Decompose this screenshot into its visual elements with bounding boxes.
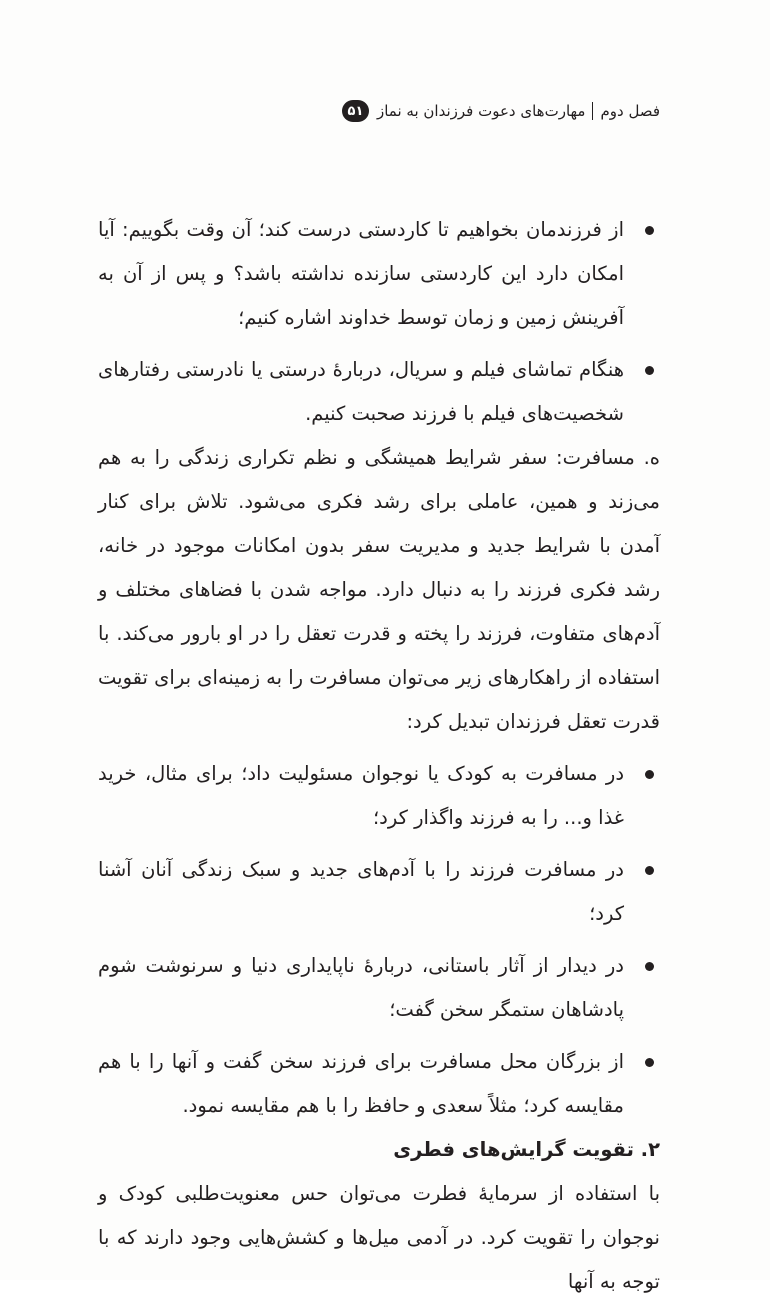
chapter-title: مهارت‌های دعوت فرزندان به نماز <box>376 102 586 120</box>
section-heading: ۲. تقویت گرایش‌های فطری <box>393 1138 660 1161</box>
running-header <box>342 96 660 126</box>
travel-paragraph: ه. مسافرت: سفر شرایط همیشگی و نظم تکراری زندگی را به هم می‌زند و همین، عاملی برای رشد فکری می‌شود. تلاش برای کنار آمدن با شرایط جدید و مدیریت سفر بدون امکانات موجود در خانه، رشد فکری فرزند را به دنبال دارد. مواجه شدن با فضاهای مختلف و آدم‌های متفاوت، فرزند را پخته و قدرت تعقل را در او بارور می‌کند. با استفاده از راهکارهای زیر می‌توان مسافرت را به زمینه‌ای برای تقویت قدرت تعقل فرزندان تبدیل کرد: <box>98 446 660 733</box>
chapter-label: فصل دوم <box>600 102 660 120</box>
page-number: ۵۱ <box>342 100 369 122</box>
bullet-item: از بزرگان محل مسافرت برای فرزند سخن گفت و آنها را با هم مقایسه کرد؛ مثلاً سعدی و حافظ را با هم مقایسه نمود. <box>98 1040 660 1128</box>
bullet-item: از فرزندمان بخواهیم تا کاردستی درست کند؛ آن وقت بگوییم: آیا امکان دارد این کاردستی سازنده نداشته باشد؟ و پس از آن به آفرینش زمین و زمان توسط خداوند اشاره کنیم؛ <box>98 208 660 340</box>
closing-paragraph: با استفاده از سرمایهٔ فطرت می‌توان حس معنویت‌طلبی کودک و نوجوان را تقویت کرد. در آدمی میل‌ها و کشش‌هایی وجود دارند که با توجه به آنها <box>98 1182 660 1293</box>
bullet-item: در مسافرت به کودک یا نوجوان مسئولیت داد؛ برای مثال، خرید غذا و... را به فرزند واگذار کرد؛ <box>98 752 660 840</box>
page-body <box>98 208 660 1304</box>
header-divider <box>592 102 593 120</box>
bullet-item: در دیدار از آثار باستانی، دربارهٔ ناپایداری دنیا و سرنوشت شوم پادشاهان ستمگر سخن گفت؛ <box>98 944 660 1032</box>
bullet-item: هنگام تماشای فیلم و سریال، دربارهٔ درستی یا نادرستی رفتارهای شخصیت‌های فیلم با فرزند صحبت کنیم. <box>98 348 660 436</box>
bullet-item: در مسافرت فرزند را با آدم‌های جدید و سبک زندگی آنان آشنا کرد؛ <box>98 848 660 936</box>
